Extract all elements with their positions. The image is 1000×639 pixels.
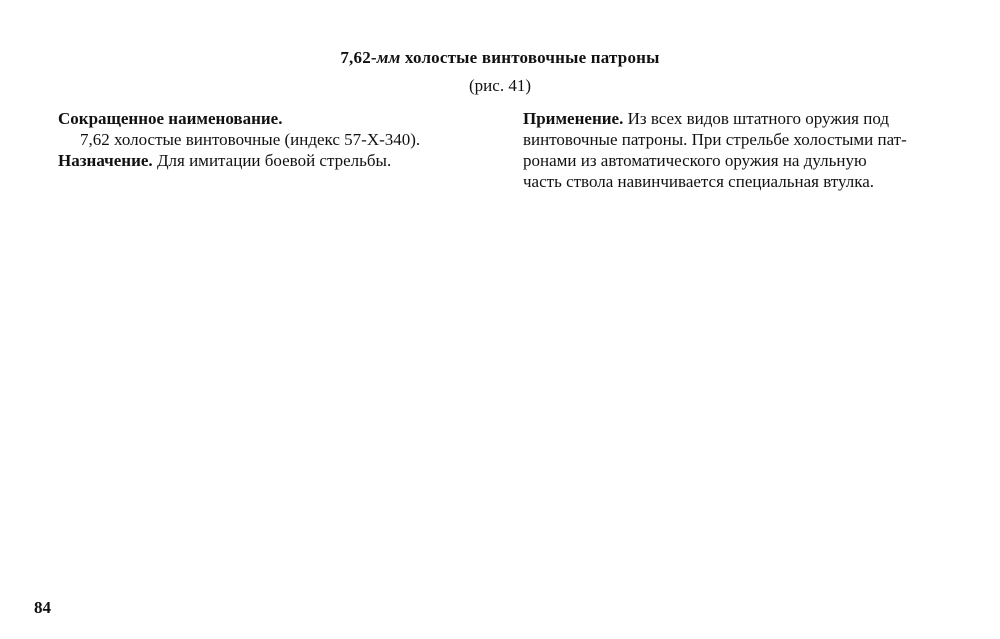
application-line-1 xyxy=(523,108,947,129)
title-rest: холостые винтовочные патроны xyxy=(400,48,660,67)
title-caliber: 7,62- xyxy=(340,48,377,67)
short-name-heading: Сокращенное наименование. xyxy=(58,109,283,128)
application-label: Применение. xyxy=(523,109,624,128)
application-line-3: ронами из автоматического оружия на дульную xyxy=(523,151,867,170)
figure-reference: (рис. 41) xyxy=(469,76,531,95)
purpose-label: Назначение. xyxy=(58,151,153,170)
purpose-text: Для имитации боевой стрельбы. xyxy=(152,151,392,170)
application-line-2: винтовочные патроны. При стрельбе холостыми пат- xyxy=(523,130,907,149)
page-title xyxy=(0,48,1000,68)
left-column xyxy=(58,108,488,171)
title-unit: мм xyxy=(376,48,401,67)
application-line-4: часть ствола навинчивается специальная втулка. xyxy=(523,172,875,191)
purpose-line xyxy=(58,150,488,171)
short-name-value: 7,62 холостые винтовочные (индекс 57-Х-340). xyxy=(80,130,421,149)
page-number: 84 xyxy=(34,598,51,617)
application-text-1: Из всех видов штатного оружия под xyxy=(623,109,890,128)
right-column xyxy=(523,108,947,192)
